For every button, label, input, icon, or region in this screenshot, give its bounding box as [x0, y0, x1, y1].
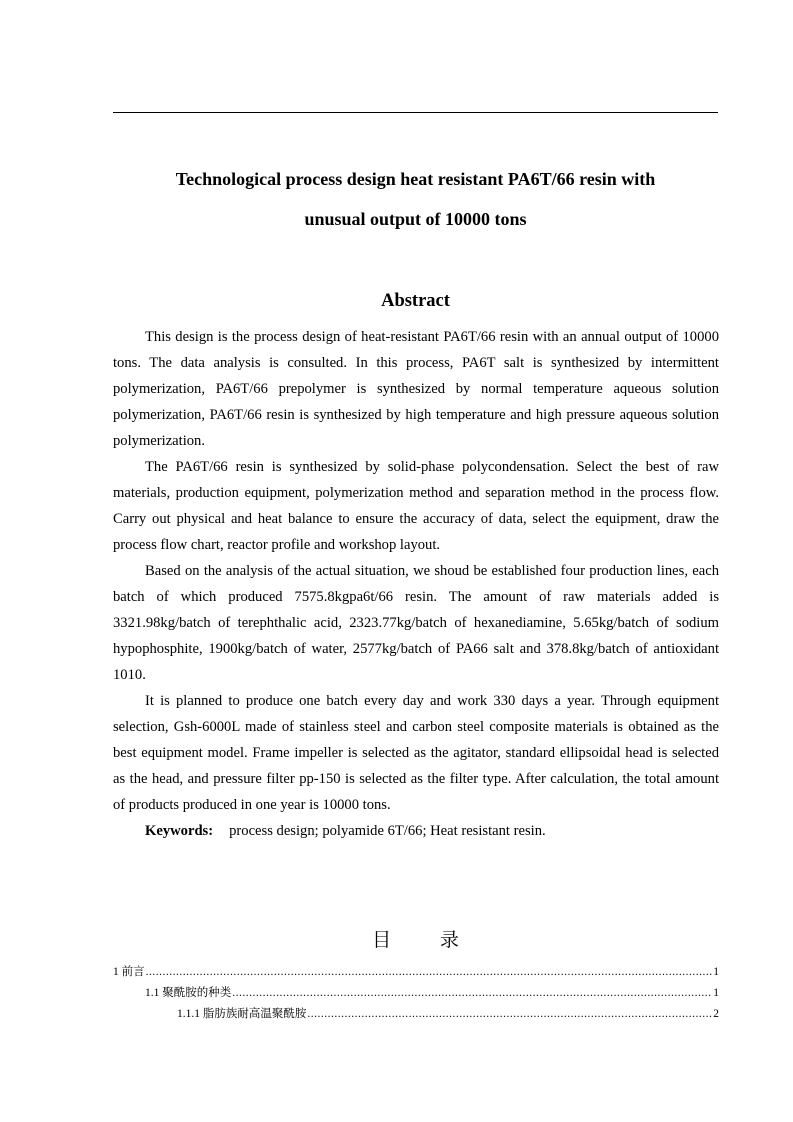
- toc-heading: 目 录: [372, 930, 481, 951]
- keywords-label: Keywords:: [145, 823, 214, 839]
- keywords-text: process design; polyamide 6T/66; Heat resistant resin.: [229, 823, 546, 839]
- toc-leader-dots: [146, 962, 713, 983]
- toc-entry-page: 1: [713, 987, 719, 999]
- abstract-paragraph: The PA6T/66 resin is synthesized by solid-phase polycondensation. Select the best of raw materials, production equipment, polymerization method and separation method in the process flow. Carry out physical and heat balance to ensure the accuracy of data, select the equipment, draw the process flow chart, reactor profile and workshop layout.: [113, 459, 719, 553]
- toc-leader-dots: [232, 983, 712, 1004]
- toc-leader-dots: [307, 1004, 712, 1025]
- toc-entry-label: 1.1 聚酰胺的种类: [145, 987, 232, 999]
- abstract-heading: Abstract: [381, 291, 450, 311]
- abstract-paragraph: It is planned to produce one batch every day and work 330 days a year. Through equipment selection, Gsh-6000L made of stainless steel and carbon steel composite materials is obtained as the best equipment model. Frame impeller is selected as the agitator, standard ellipsoidal head is selected as the head, and pressure filter pp-150 is selected as the filter type. After calculation, the total amount of products produced in one year is 10000 tons.: [113, 693, 719, 813]
- keywords-line: [113, 818, 719, 844]
- abstract-body: [113, 324, 719, 844]
- toc-entry[interactable]: [113, 983, 719, 1004]
- header-rule: [113, 112, 718, 113]
- toc-entry-page: 2: [713, 1008, 719, 1020]
- title-line-2: unusual output of 10000 tons: [304, 209, 527, 229]
- abstract-paragraph: Based on the analysis of the actual situation, we shoud be established four production lines, each batch of which produced 7575.8kgpa6t/66 resin. The amount of raw materials added is 3321.98kg/batch of terephthalic acid, 2323.77kg/batch of hexanediamine, 5.65kg/batch of sodium hypophosphite, 1900kg/batch of water, 2577kg/batch of PA66 salt and 378.8kg/batch of antioxidant 1010.: [113, 563, 719, 683]
- abstract-paragraph: This design is the process design of heat-resistant PA6T/66 resin with an annual output of 10000 tons. The data analysis is consulted. In this process, PA6T salt is synthesized by intermittent polymerization, PA6T/66 prepolymer is synthesized by normal temperature aqueous solution polymerization, PA6T/66 resin is synthesized by high temperature and high pressure aqueous solution polymerization.: [113, 329, 719, 449]
- title-line-1: Technological process design heat resistant PA6T/66 resin with: [175, 169, 656, 189]
- toc-entry-label: 1 前言: [113, 966, 145, 978]
- toc-entry-label: 1.1.1 脂肪族耐高温聚酰胺: [177, 1008, 307, 1020]
- toc-entry[interactable]: [113, 962, 719, 983]
- table-of-contents: [113, 962, 719, 1025]
- toc-entry[interactable]: [113, 1004, 719, 1025]
- toc-entry-page: 1: [713, 966, 719, 978]
